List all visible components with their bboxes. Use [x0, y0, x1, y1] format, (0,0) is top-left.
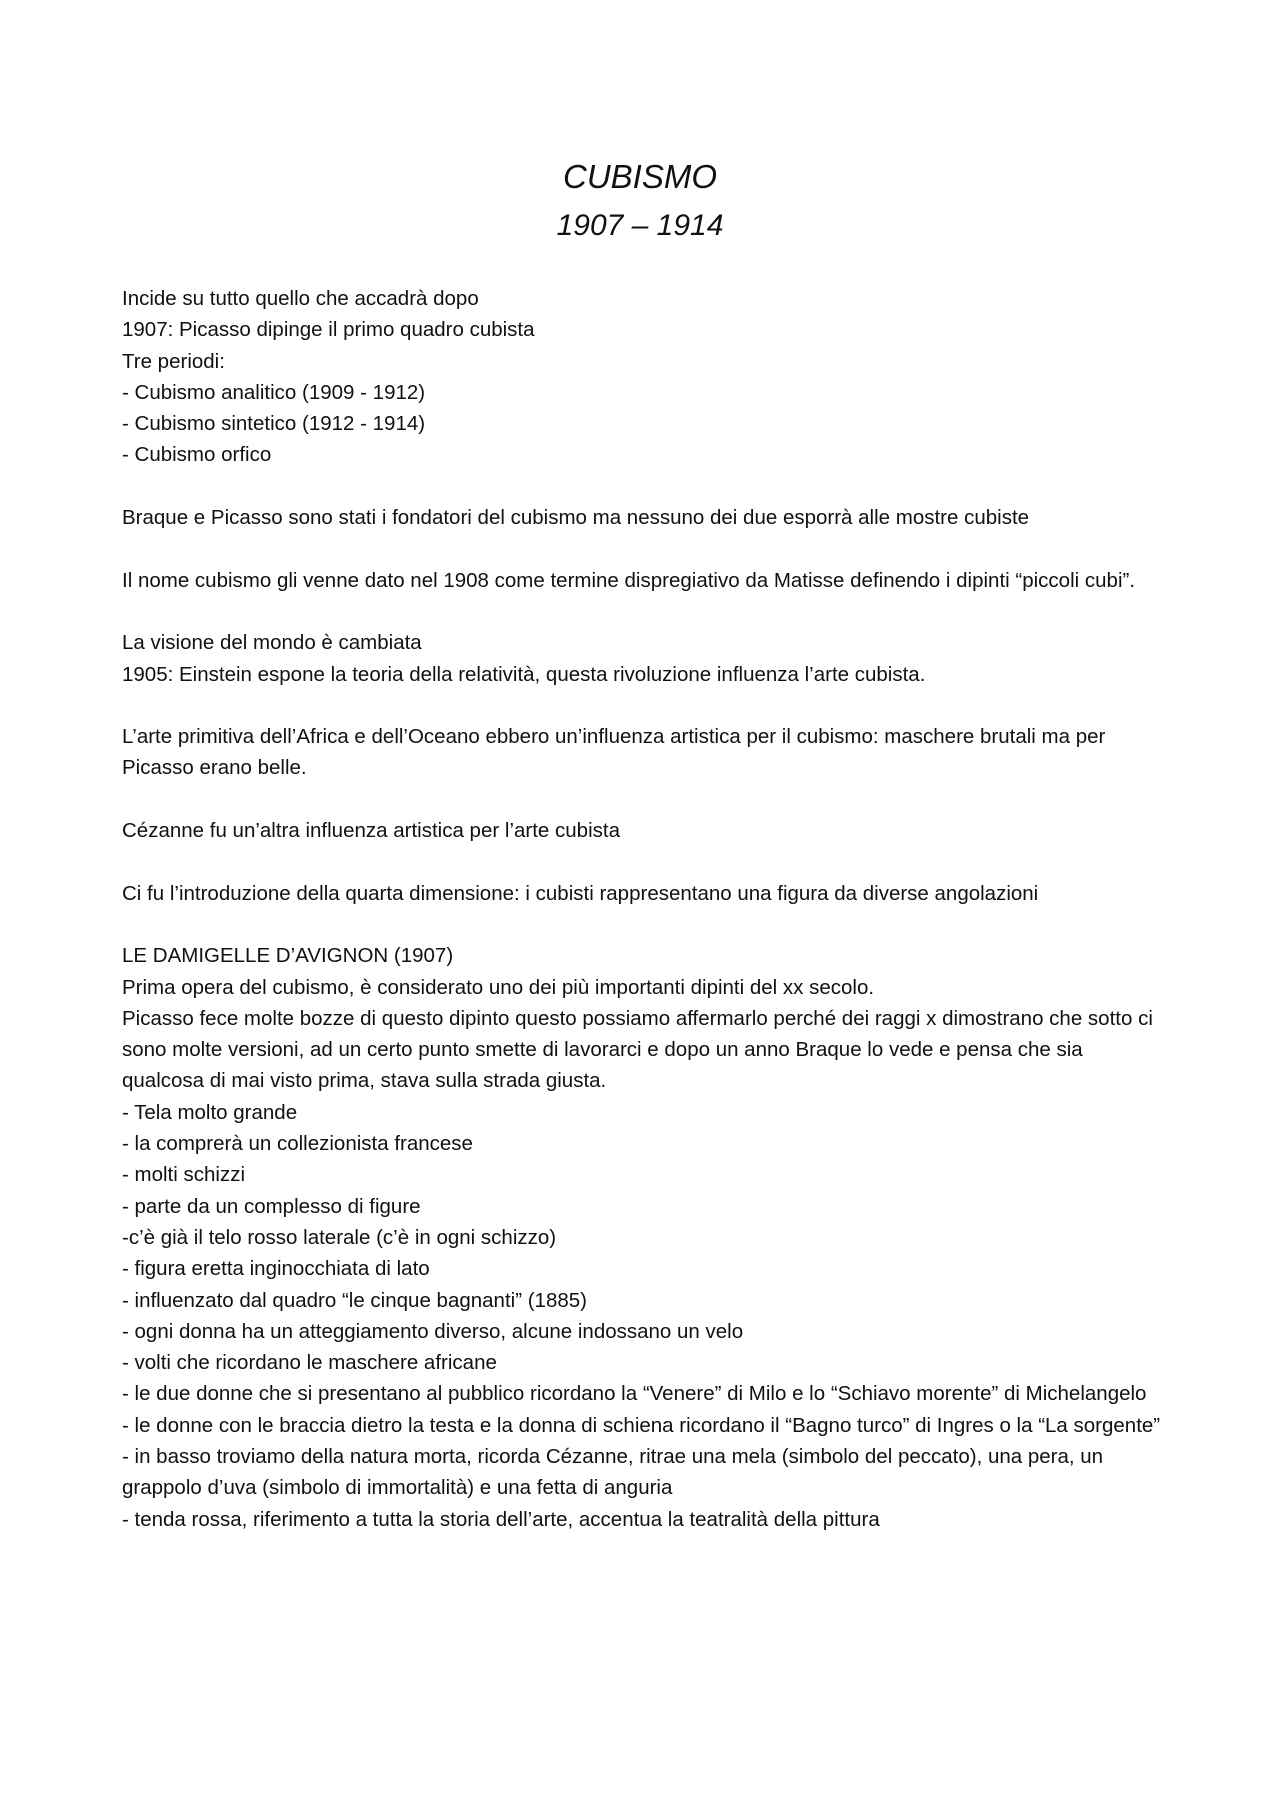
- text-line: Tre periodi:: [122, 349, 225, 373]
- text-line: - Tela molto grande: [122, 1100, 298, 1124]
- text-line: - le donne con le braccia dietro la testa e la donna di schiena ricordano il “Bagno turco” di Ingres o la “La sorgente”: [122, 1413, 1161, 1437]
- paragraph-gap: [122, 471, 1162, 502]
- text-line: - in basso troviamo della natura morta, ricorda Cézanne, ritrae una mela (simbolo del peccato), una pera, un grappolo d’uva (simbolo di immortalità) e una fetta di anguria: [122, 1444, 1104, 1500]
- document-subtitle: 1907 – 1914: [556, 209, 724, 242]
- text-line: La visione del mondo è cambiata: [122, 631, 422, 655]
- text-line: - influenzato dal quadro “le cinque bagnanti” (1885): [122, 1288, 587, 1312]
- text-line: Incide su tutto quello che accadrà dopo: [122, 287, 479, 310]
- text-line: 1905: Einstein espone la teoria della relatività, questa rivoluzione influenza l’arte cubista.: [122, 662, 926, 686]
- text-line: LE DAMIGELLE D’AVIGNON (1907): [122, 944, 454, 968]
- paragraph-gap: [122, 784, 1162, 815]
- text-line: 1907: Picasso dipinge il primo quadro cubista: [122, 318, 535, 342]
- text-line: - la comprerà un collezionista francese: [122, 1132, 473, 1156]
- text-line: Braque e Picasso sono stati i fondatori del cubismo ma nessuno dei due esporrà alle mostre cubiste: [122, 506, 1030, 530]
- text-line: -c’è già il telo rosso laterale (c’è in ogni schizzo): [122, 1225, 557, 1249]
- paragraph-gap: [122, 690, 1162, 721]
- text-line: - le due donne che si presentano al pubblico ricordano la “Venere” di Milo e lo “Schiavo morente” di Michelangelo: [122, 1382, 1147, 1406]
- text-line: Il nome cubismo gli venne dato nel 1908 come termine dispregiativo da Matisse definendo i dipinti “piccoli cubi”.: [122, 568, 1136, 592]
- paragraph-gap: [122, 909, 1162, 940]
- document-body: [122, 283, 1162, 1535]
- text-line: - parte da un complesso di figure: [122, 1194, 421, 1218]
- paragraph-gap: [122, 533, 1162, 564]
- text-line: L’arte primitiva dell’Africa e dell’Oceano ebbero un’influenza artistica per il cubismo: maschere brutali ma per Picasso erano belle.: [122, 725, 1106, 780]
- text-line: Picasso fece molte bozze di questo dipinto questo possiamo affermarlo perché dei raggi x dimostrano che sotto ci sono molte versioni, ad un certo punto smette di lavorarci e dopo un anno Braque lo vede e pensa che sia qualcosa di mai visto prima, stava sulla strada giusta.: [122, 1006, 1153, 1093]
- text-line: Ci fu l’introduzione della quarta dimensione: i cubisti rappresentano una figura da diverse angolazioni: [122, 881, 1039, 905]
- text-line: - figura eretta inginocchiata di lato: [122, 1257, 430, 1281]
- text-line: Prima opera del cubismo, è considerato uno dei più importanti dipinti del xx secolo.: [122, 975, 875, 999]
- text-line: - Cubismo sintetico (1912 - 1914): [122, 412, 426, 436]
- text-line: - ogni donna ha un atteggiamento diverso, alcune indossano un velo: [122, 1319, 744, 1343]
- text-line: - molti schizzi: [122, 1163, 246, 1187]
- text-line: Cézanne fu un’altra influenza artistica per l’arte cubista: [122, 819, 620, 843]
- text-line: - tenda rossa, riferimento a tutta la storia dell’arte, accentua la teatralità della pittura: [122, 1507, 880, 1531]
- text-line: - Cubismo analitico (1909 - 1912): [122, 380, 426, 404]
- paragraph-gap: [122, 846, 1162, 877]
- text-line: - volti che ricordano le maschere africane: [122, 1351, 497, 1375]
- paragraph-gap: [122, 596, 1162, 627]
- text-line: - Cubismo orfico: [122, 443, 272, 467]
- document-title: CUBISMO: [562, 158, 717, 195]
